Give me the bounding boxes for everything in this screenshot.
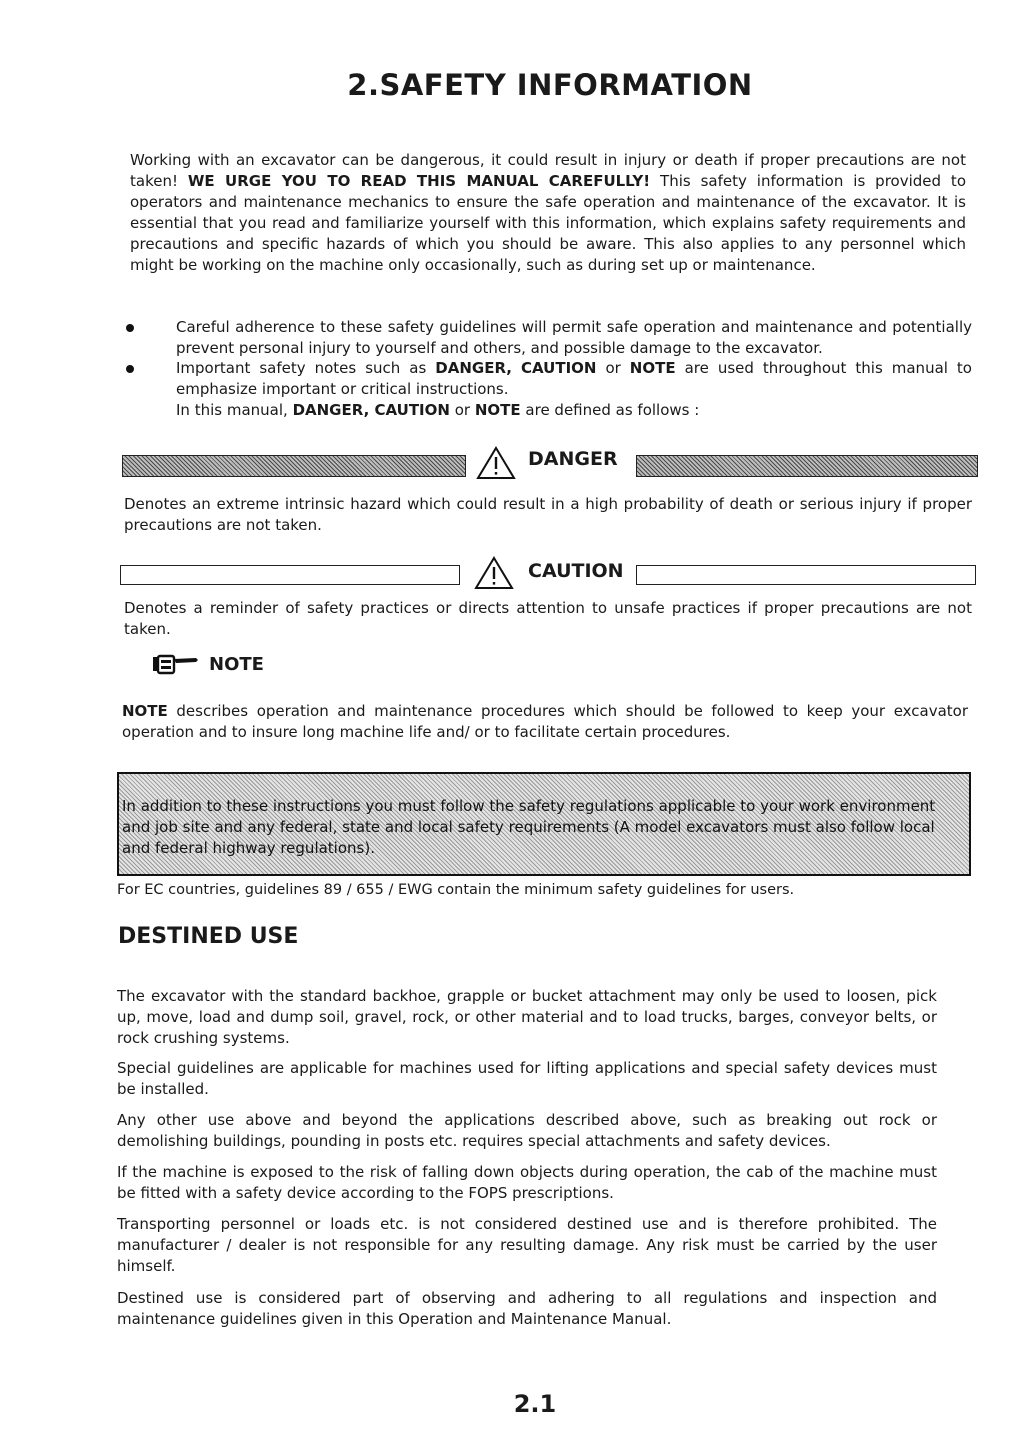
destined-use-paragraph-2: Special guidelines are applicable for machines used for lifting applications and special safety devices must be installed. [117, 1059, 937, 1098]
intro-emphasis: WE URGE YOU TO READ THIS MANUAL CAREFULLY! [187, 172, 651, 190]
warning-triangle-icon [476, 446, 516, 480]
note-heading [152, 652, 292, 680]
destined-use-paragraph-4: If the machine is exposed to the risk of falling down objects during operation, the cab of the machine must be fitted with a safety device according to the FOPS prescriptions. [117, 1163, 937, 1202]
caution-bar-right [636, 565, 976, 585]
caution-bar-left [120, 565, 460, 585]
danger-description: Denotes an extreme intrinsic hazard which could result in a high probability of death or serious injury if proper precautions are not taken. [124, 495, 972, 534]
note-term: NOTE [122, 702, 168, 720]
bullet-2-text-b: are used throughout this manual to emphasize important or critical instructions. [176, 359, 972, 398]
bullet-icon [126, 365, 134, 373]
note-description [122, 701, 968, 743]
regulations-notice-box [117, 772, 971, 876]
bullet-text-2 [176, 358, 972, 421]
bullet-text-1: Careful adherence to these safety guidelines will permit safe operation and maintenance and potentially prevent personal injury to yourself and others, and possible damage to the excavator. [176, 318, 972, 357]
note-text: describes operation and maintenance procedures which should be followed to keep your excavator operation and to insure long machine life and/ or to facilitate certain procedures. [122, 702, 968, 741]
caution-banner [120, 562, 978, 590]
bullet-2-def-pre: In this manual, [176, 401, 293, 419]
ec-guidelines-note: For EC countries, guidelines 89 / 655 / EWG contain the minimum safety guidelines for users. [117, 882, 795, 898]
danger-bar-right [636, 455, 978, 477]
pointing-hand-icon [152, 654, 200, 676]
intro-paragraph [130, 150, 966, 276]
danger-banner [122, 448, 978, 480]
bullet-item-1 [126, 317, 972, 361]
danger-label: DANGER [528, 448, 618, 470]
bullet-2-text-a: Important safety notes such as [176, 359, 436, 377]
intro-text-2: This safety information is provided to operators and maintenance mechanics to ensure the safe operation and maintenance of the excavator. It is essential that you read and familiarize yourself with this information, which explains safety requirements and precautions and specific hazards of which you should be aware. This also applies to any personnel which might be working on the machine only occasionally, such as during set up or maintenance. [130, 172, 966, 274]
bullet-2-caution: CAUTION [521, 359, 597, 377]
note-label: NOTE [209, 654, 264, 675]
destined-use-paragraph-6: Destined use is considered part of observing and adhering to all regulations and inspection and maintenance guidelines given in this Operation and Maintenance Manual. [117, 1289, 937, 1328]
intro-text-1: Working with an excavator can be dangerous, it could result in injury or death if proper precautions are not taken! [130, 151, 966, 190]
warning-triangle-icon [474, 556, 514, 590]
bullet-2-or: or [596, 359, 630, 377]
page-number: 2.1 [513, 1390, 557, 1418]
destined-use-paragraph-1: The excavator with the standard backhoe, grapple or bucket attachment may only be used to loosen, pick up, move, load and dump soil, gravel, rock, or other material and to load trucks, barges, conveyor belts, or rock crushing systems. [117, 987, 937, 1047]
bullet-icon [126, 324, 134, 332]
bullet-2-def-or: or [449, 401, 475, 419]
destined-use-paragraph-3: Any other use above and beyond the applications described above, such as breaking out rock or demolishing buildings, pounding in posts etc. requires special attachments and safety devices. [117, 1111, 937, 1150]
destined-use-paragraph-5: Transporting personnel or loads etc. is not considered destined use and is therefore prohibited. The manufacturer / dealer is not responsible for any resulting damage. Any risk must be carried by the user himself. [117, 1215, 937, 1275]
regulations-notice-text: In addition to these instructions you must follow the safety regulations applicable to your work environment and job site and any federal, state and local safety requirements (A model excavators must also follow local and federal highway regulations). [122, 797, 936, 857]
caution-label: CAUTION [528, 560, 624, 582]
danger-bar-left [122, 455, 466, 477]
destined-use-heading: DESTINED USE [118, 924, 299, 949]
bullet-item-2 [126, 358, 972, 424]
bullet-2-def-note: NOTE [474, 401, 521, 419]
caution-description: Denotes a reminder of safety practices or directs attention to unsafe practices if proper precautions are not taken. [124, 599, 972, 638]
bullet-2-note: NOTE [629, 359, 676, 377]
bullet-2-def-terms: DANGER, CAUTION [292, 401, 450, 419]
bullet-2-def-post: are defined as follows : [520, 401, 700, 419]
page-title: 2.SAFETY INFORMATION [347, 68, 753, 102]
bullet-2-danger: DANGER, [435, 359, 512, 377]
